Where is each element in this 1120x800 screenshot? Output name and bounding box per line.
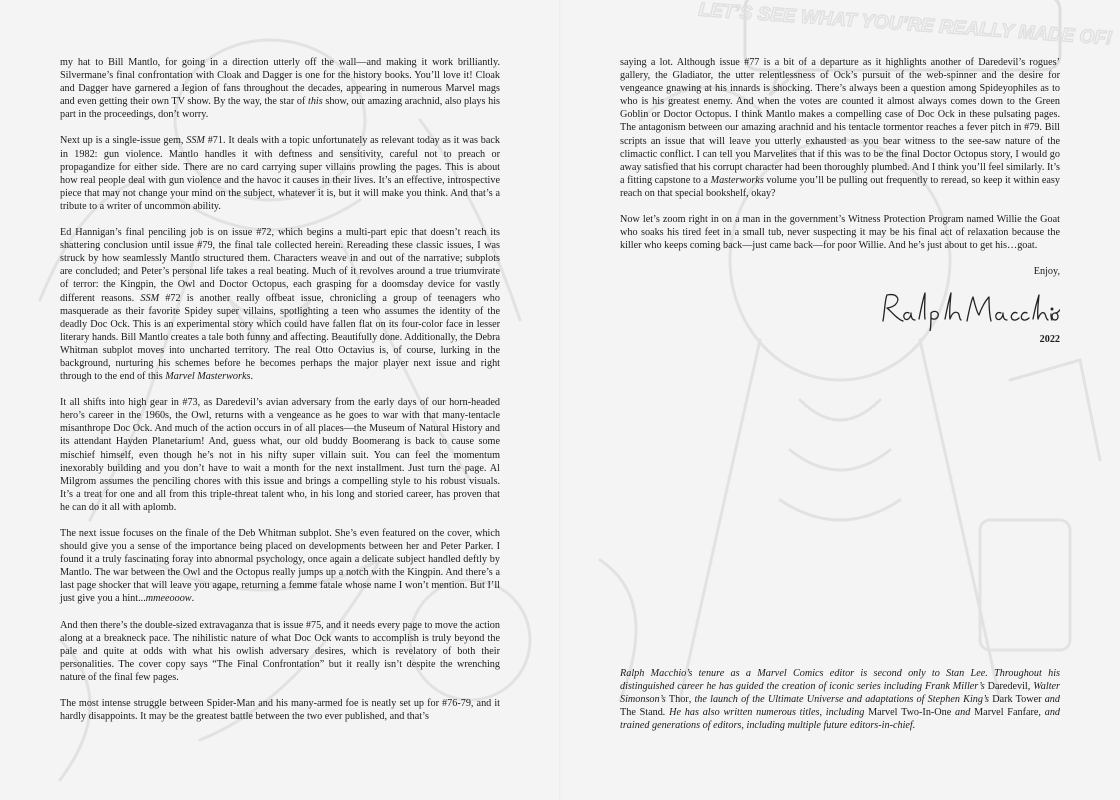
bio-title-upright: Daredevil: [987, 681, 1028, 693]
paragraph: [60, 527, 500, 606]
text-run: The most intense struggle between Spider-Man and his many-armed foe is neatly set up for #76-79, and it hardly disappoints. It may be the greatest battle between the two ever published, and that’s: [60, 698, 500, 723]
italic-text: Masterworks: [710, 174, 764, 186]
text-run: my hat to Bill Mantlo, for going in a direction utterly off the wall—and making it work brilliantly. Silvermane’s final confrontation with Cloak and Dagger is one for the history books. You’ll love it! Cloak and Dagger have garnered a legion of fans throughout the decades, appearing in numerous Marvel mags and even getting their own TV show. By the way, the star of: [60, 57, 500, 108]
bio-text: and: [951, 707, 975, 719]
text-run: .: [191, 593, 195, 605]
paragraph: [60, 226, 500, 383]
text-run: And then there’s the double-sized extravaganza that is issue #75, and it needs every page to move the action along at a breakneck pace. The nihilistic nature of what Doc Ock wants to accomplish is truly beyond the pale and quite at odds with what his owlish adversary desires, which is revelatory of both their personalities. The cover copy says “The Final Confrontation” but it really isn’t despite the wrenching nature of the final few pages.: [60, 619, 500, 683]
bio-text: , and trained generations of editors, including multiple future editors-in-chief.: [620, 707, 1061, 732]
paragraph: [60, 396, 500, 514]
text-run: Ed Hannigan’s final penciling job is on issue #72, which begins a multi-part epic that doesn’t reach its shattering conclusion until issue #79, the final tale collected herein. Rereading these classic issues, I was struck by how seamlessly Mantlo structured them. Characters weave in and out of the narrative; subplots are concluded; and Peter’s personal life takes a real beating. Much of it revolves around a true triumvirate of terror: the Kingpin, the Owl and Doctor Octopus, each grasping for a doomsday device for vastly different reasons.: [60, 227, 500, 304]
signature-year: 2022: [1039, 334, 1060, 346]
signature-block: [620, 265, 1060, 346]
text-run: #72 is another really offbeat issue, chronicling a group of teenagers who masquerade as their favorite Spidey super villains, spotlighting a teen who assumes the identity of the deadly Doc Ock. This is an experimental story which could have fallen flat on its four-color face in lesser literary hands. Bill Mantlo creates a tale both funny and affecting. Beautifully done. Additionally, the Debra Whitman subplot moves into uncharted territory. The real Otto Octavius is, of course, lurking in the background, nurturing his schemes before he becomes perhaps the major player next issue and right through to the end of this: [60, 292, 500, 383]
bio-title-upright: The Stand: [620, 707, 663, 719]
text-run: saying a lot. Although issue #77 is a bit of a departure as it highlights another of Daredevil’s rogues’ gallery, the Gladiator, the utter relentlessness of Ock’s pursuit of the web-spinner and the desire for vengeance gnawing at his innards is shocking. There’s always been a question among Spideyophiles as to who is his greatest enemy. And when the votes are counted it almost always comes down to the Green Goblin or Doctor Octopus. I think Mantlo makes a compelling case of Doc Ock in these pulsating pages. The antagonism between our amazing arachnid and his tentacle tormentor reaches a fever pitch in #79. Bill scripts an issue that will leave you utterly exhausted as you bear witness to the see-saw nature of the climactic conflict. I can tell you Marvelites that if this was to be the final Doctor Octopus story, I would go away satisfied that his corrupt character had been thoroughly plumbed. And I think you’ll feel similarly. It’s a fitting capstone to a: [620, 57, 1060, 186]
bio-text: and: [1041, 694, 1060, 706]
book-gutter: [559, 0, 561, 800]
italic-text: SSM: [186, 135, 205, 147]
bio-text: , the launch of the Ultimate Universe and adaptations of Stephen King’s: [688, 694, 993, 706]
paragraph: [60, 134, 500, 213]
paragraph: [60, 619, 500, 684]
bio-title-upright: Marvel Two-In-One: [868, 707, 952, 719]
text-run: It all shifts into high gear in #73, as Daredevil’s avian adversary from the early days of our horn-headed hero’s career in the 1960s, the Owl, returns with a vengeance as he goes to war with that many-tentacle misanthrope Doc Ock. And much of the action occurs in of all places—the Museum of Natural History and its attendant Hayden Planetarium! And, guess what, our old buddy Boomerang is back to cause some mischief himself, even though he’s not in his nifty super villain suit. You can feel the momentum inexorably building and you don’t have to wait a month for the next installment. Just turn the page. Al Milgrom assumes the penciling chores with this issue and brings a compelling style to his robust visuals. It’s a treat for one and all from this triple-threat talent who, in his long and storied career, has proven that he can do it all with aplomb.: [60, 397, 500, 513]
left-page-column: [60, 56, 500, 736]
italic-text: this: [308, 96, 323, 108]
bio-title-upright: Dark Tower: [992, 694, 1042, 706]
text-run: #71. It deals with a topic unfortunately as relevant today as it was back in 1982: gun violence. Mantlo handles it with deftness and sensitivity, careful not to preach or propagandize for either side. There are no card carrying super villains prowling the pages. This is about how real people deal with gun violence and the havoc it causes in their lives. It’s an effective, introspective piece that may not change your mind on the subject, whatever it is, but it will make you think. And that’s a tribute to a writer of uncommon ability.: [60, 135, 500, 212]
speech-bubble-text: LET’S SEE WHAT YOU’RE REALLY MADE OF!: [697, 0, 1113, 50]
text-run: Next up is a single-issue gem,: [60, 135, 187, 147]
italic-text: SSM: [140, 292, 160, 304]
paragraph: [620, 56, 1060, 200]
italic-text: mmeeooow: [145, 593, 192, 605]
paragraph: [620, 213, 1060, 252]
bio-text: ,: [1027, 681, 1034, 693]
closing-text: Enjoy,: [1033, 266, 1060, 278]
bio-title-upright: Marvel Fanfare: [974, 707, 1039, 719]
bio-text: . He has also written numerous titles, including: [662, 707, 869, 719]
author-bio: [620, 667, 1060, 732]
italic-text: Marvel Masterworks: [165, 371, 251, 383]
text-run: The next issue focuses on the finale of the Deb Whitman subplot. She’s even featured on the cover, which should give you a sense of the importance being placed on developments between her and Peter Parker. I found it a truly fascinating foray into abnormal psychology, once again a delicate subject handled deftly by Mantlo. The war between the Owl and the Octopus really jumps up a notch with the Kingpin. And there’s a last page shocker that will leave you agape, returning a femme fatale whose name I won’t mention. But I’ll just give you a hint...: [60, 528, 500, 605]
paragraph: [60, 697, 500, 723]
text-run: show, our amazing arachnid, also plays his part in the proceedings, don’t worry.: [60, 96, 500, 121]
bio-text: Ralph Macchio’s tenure as a Marvel Comics editor is second only to Stan Lee. Throughout his distinguished career he has guided the creation of iconic series including Frank Miller’s: [620, 668, 1060, 693]
right-page-paragraphs: [620, 56, 1060, 252]
text-run: .: [250, 371, 253, 383]
right-page-column: [620, 56, 1060, 347]
text-run: Now let’s zoom right in on a man in the government’s Witness Protection Program named Willie the Goat who soaks his tired feet in a small tub, never suspecting it may be his final act of relaxation because the killer who keeps coming back—just came back—for poor Willie. And he’s just about to get his…goat.: [620, 214, 1060, 252]
paragraph: [60, 56, 500, 121]
bio-title-upright: Thor: [668, 694, 689, 706]
text-run: volume you’ll be pulling out frequently to reread, so keep it within easy reach on that special bookshelf, okay?: [620, 174, 1060, 199]
bio-text: Walter Simonson’s: [620, 681, 1061, 706]
handwritten-signature: [875, 291, 1060, 331]
